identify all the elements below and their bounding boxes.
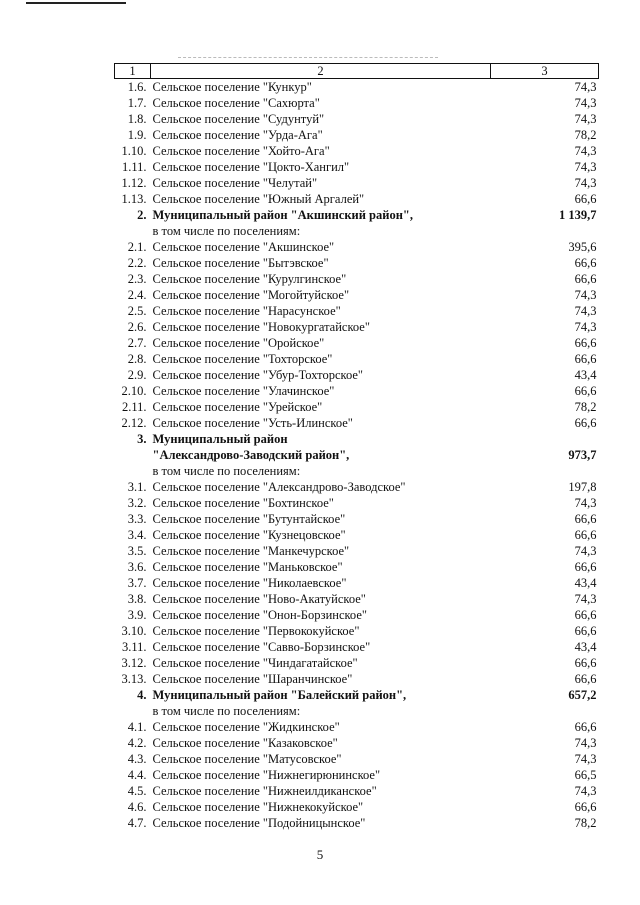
row-name: Сельское поселение "Могойтуйское" [152,288,350,302]
row-value: 78,2 [574,128,597,142]
row-name: Сельское поселение "Убур-Тохторское" [152,368,363,382]
table-row [115,527,599,543]
table-row [115,655,599,671]
row-value: 395,6 [568,240,597,254]
row-number: 3.13. [121,672,147,686]
row-value: 66,6 [574,528,597,542]
row-name: Сельское поселение "Кункур" [152,80,312,94]
row-number: 4.5. [127,784,147,798]
row-number: 2.7. [127,336,147,350]
table-row [115,223,599,239]
row-value: 66,6 [574,384,597,398]
row-number: 4.6. [127,800,147,814]
table-row [115,239,599,255]
row-value: 66,6 [574,608,597,622]
row-number: 1.13. [121,192,147,206]
row-name: Сельское поселение "Подойницынское" [152,816,366,830]
row-value: 78,2 [574,400,597,414]
row-name: Сельское поселение "Савво-Борзинское" [152,640,371,654]
table-row [115,447,599,463]
row-number: 2.5. [127,304,147,318]
row-number: 4.3. [127,752,147,766]
row-name: Сельское поселение "Бутунтайское" [152,512,346,526]
table-row [115,175,599,191]
row-value: 74,3 [574,752,597,766]
row-value: 66,6 [574,672,597,686]
row-value: 74,3 [574,288,597,302]
row-name: в том числе по поселениям: [152,464,301,478]
row-number: 2.1. [127,240,147,254]
row-value: 66,6 [574,624,597,638]
row-name: Сельское поселение "Кузнецовское" [152,528,346,542]
table-row [115,735,599,751]
row-value: 66,6 [574,272,597,286]
row-name: Муниципальный район "Акшинский район", [152,208,413,222]
row-number: 3.4. [127,528,147,542]
table-row [115,271,599,287]
row-number: 4.4. [127,768,147,782]
row-name: Сельское поселение "Урда-Ага" [152,128,323,142]
table-row [115,79,599,96]
header-col-2: 2 [151,64,491,79]
row-name: Сельское поселение "Шаранчинское" [152,672,353,686]
row-name: Сельское поселение "Жидкинское" [152,720,340,734]
row-value [491,463,599,479]
row-name: Сельское поселение "Александрово-Заводское" [152,480,406,494]
table-row [115,463,599,479]
row-name: Сельское поселение "Маньковское" [152,560,343,574]
row-name: Сельское поселение "Нижнегирюнинское" [152,768,381,782]
table-row [115,511,599,527]
row-name: Сельское поселение "Улачинское" [152,384,335,398]
row-value: 66,6 [574,656,597,670]
table-row [115,415,599,431]
row-number: 1.12. [121,176,147,190]
table-row [115,639,599,655]
row-number: 3.11. [121,640,147,654]
row-value: 74,3 [574,784,597,798]
table-row [115,351,599,367]
table-row [115,255,599,271]
row-name: Сельское поселение "Манкечурское" [152,544,350,558]
row-number: 3.8. [127,592,147,606]
row-value: 74,3 [574,176,597,190]
row-name: Сельское поселение "Онон-Борзинское" [152,608,367,622]
row-value: 74,3 [574,304,597,318]
row-value: 74,3 [574,320,597,334]
row-number: 3.2. [127,496,147,510]
row-value: 66,6 [574,512,597,526]
row-number: 4.7. [127,816,147,830]
row-number: 3.3. [127,512,147,526]
row-number: 2.11. [121,400,147,414]
row-number: 4.1. [127,720,147,734]
row-number [115,463,151,479]
table-row [115,719,599,735]
table-body [115,79,599,832]
row-value: 66,6 [574,336,597,350]
row-name: в том числе по поселениям: [152,704,301,718]
row-number: 1.10. [121,144,147,158]
row-name: Сельское поселение "Матусовское" [152,752,342,766]
table-row [115,207,599,223]
row-value: 66,6 [574,720,597,734]
table-row [115,575,599,591]
row-value: 74,3 [574,112,597,126]
row-number [115,223,151,239]
table-row [115,783,599,799]
row-value: 74,3 [574,160,597,174]
row-value: 78,2 [574,816,597,830]
row-number: 1.7. [127,96,147,110]
table-row [115,479,599,495]
row-value: 66,5 [574,768,597,782]
table-row [115,751,599,767]
row-name: Сельское поселение "Бытэвское" [152,256,329,270]
row-name: Сельское поселение "Чиндагатайское" [152,656,358,670]
row-value: 66,6 [574,352,597,366]
row-number: 2.4. [127,288,147,302]
row-value: 973,7 [568,448,597,462]
row-number: 3.12. [121,656,147,670]
row-value [491,431,599,447]
row-value: 43,4 [574,368,597,382]
row-number: 3. [137,432,147,446]
table-row [115,143,599,159]
row-number: 1.11. [121,160,147,174]
row-value: 43,4 [574,640,597,654]
row-name: Сельское поселение "Южный Аргалей" [152,192,365,206]
row-value: 1 139,7 [559,208,597,222]
table-row [115,127,599,143]
row-name: Сельское поселение "Николаевское" [152,576,347,590]
row-value: 74,3 [574,592,597,606]
allocation-table [114,63,599,831]
row-value: 74,3 [574,544,597,558]
table-row [115,95,599,111]
row-name: Сельское поселение "Ново-Акатуйское" [152,592,366,606]
row-number: 3.1. [127,480,147,494]
row-name: Сельское поселение "Новокургатайское" [152,320,370,334]
row-value: 74,3 [574,80,597,94]
row-number [115,703,151,719]
table-row [115,159,599,175]
row-value: 66,6 [574,800,597,814]
row-value: 74,3 [574,96,597,110]
row-name: Сельское поселение "Нижнеилдиканское" [152,784,377,798]
table-row [115,815,599,831]
table-row [115,767,599,783]
row-number: 3.7. [127,576,147,590]
row-name: Сельское поселение "Первококуйское" [152,624,360,638]
row-number: 2.8. [127,352,147,366]
row-value: 66,6 [574,560,597,574]
row-number: 2.12. [121,416,147,430]
row-name: Сельское поселение "Тохторское" [152,352,333,366]
table-header-row [115,64,599,79]
row-name: Сельское поселение "Оройское" [152,336,325,350]
table-row [115,703,599,719]
row-number: 2.9. [127,368,147,382]
row-number: 2.3. [127,272,147,286]
table-row [115,559,599,575]
row-number: 2.6. [127,320,147,334]
row-number: 4.2. [127,736,147,750]
top-rule [26,2,126,4]
row-number: 1.8. [127,112,147,126]
header-col-1: 1 [115,64,151,79]
row-number: 3.5. [127,544,147,558]
table-row [115,687,599,703]
table-row [115,111,599,127]
row-name: Муниципальный район [152,432,288,446]
row-number: 4. [137,688,147,702]
row-name: в том числе по поселениям: [152,224,301,238]
table-row [115,591,599,607]
table-row [115,399,599,415]
row-value: 74,3 [574,144,597,158]
table-row [115,287,599,303]
row-name: Муниципальный район "Балейский район", [152,688,407,702]
row-name: "Александрово-Заводский район", [152,448,350,462]
row-number: 1.9. [127,128,147,142]
header-col-3: 3 [491,64,599,79]
table-row [115,303,599,319]
table-row [115,495,599,511]
row-number [115,447,151,463]
row-name: Сельское поселение "Казаковское" [152,736,338,750]
table-row [115,367,599,383]
table-row [115,623,599,639]
table-row [115,607,599,623]
row-value: 66,6 [574,256,597,270]
row-value: 66,6 [574,192,597,206]
row-value: 657,2 [568,688,597,702]
row-name: Сельское поселение "Сахюрта" [152,96,320,110]
row-name: Сельское поселение "Урейское" [152,400,323,414]
row-number: 3.9. [127,608,147,622]
row-name: Сельское поселение "Нарасунское" [152,304,341,318]
row-name: Сельское поселение "Нижнекокуйское" [152,800,364,814]
table-row [115,799,599,815]
table-row [115,543,599,559]
row-number: 1.6. [127,80,147,94]
row-value: 43,4 [574,576,597,590]
row-name: Сельское поселение "Усть-Илинское" [152,416,353,430]
table-row [115,191,599,207]
row-value: 197,8 [568,480,597,494]
row-name: Сельское поселение "Цокто-Хангил" [152,160,350,174]
page-number: 5 [316,847,324,862]
row-number: 3.6. [127,560,147,574]
row-value [491,223,599,239]
table-row [115,319,599,335]
row-name: Сельское поселение "Бохтинское" [152,496,334,510]
row-number: 2. [137,208,147,222]
row-name: Сельское поселение "Челутай" [152,176,318,190]
row-name: Сельское поселение "Акшинское" [152,240,335,254]
row-number: 3.10. [121,624,147,638]
row-value [491,703,599,719]
row-value: 74,3 [574,736,597,750]
table-row [115,671,599,687]
row-value: 74,3 [574,496,597,510]
table-row [115,383,599,399]
faint-dashed-line [178,57,438,58]
table-row [115,335,599,351]
row-number: 2.10. [121,384,147,398]
row-value: 66,6 [574,416,597,430]
row-name: Сельское поселение "Курулгинское" [152,272,347,286]
row-number: 2.2. [127,256,147,270]
table-row [115,431,599,447]
row-name: Сельское поселение "Судунтуй" [152,112,325,126]
row-name: Сельское поселение "Хойто-Ага" [152,144,330,158]
